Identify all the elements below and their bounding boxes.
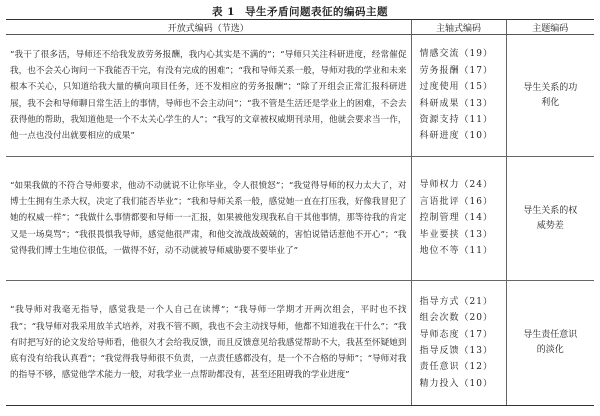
table-row: [6, 157, 594, 281]
header-theme-coding: 主题编码: [506, 20, 594, 35]
axial-code-item: 控制管理（14）: [419, 213, 493, 224]
table-row: [6, 281, 594, 406]
theme-coding-cell: 导生责任意识的淡化: [506, 281, 594, 406]
coding-table: [6, 19, 594, 406]
open-coding-cell: “我干了很多活，导师还不给我发放劳务报酬，我内心其实是不满的”；“导师只关注科研进度，经常催促我，也不会关心询问一下我能否干完，有没有完成的困难”；“我和导师关系一般，导师对我的学业和未来根本不关心，只知道给我大量的横向项目任务，还不发相应的劳务报酬”；“除了开组会正常汇报科研进展，我不会和导师聊日常生活上的事情，导师也不会主动问”；“我不管是生活还是学业上的困难，不会去获得他的帮助，我知道他是一个不太关心学生的人”；“我写的文章被权威期刊录用，他就会要求当一作，他一点也没付出就要相应的成果”: [6, 35, 411, 157]
axial-code-item: 科研进度（10）: [419, 131, 493, 142]
header-axial-coding: 主轴式编码: [411, 20, 506, 35]
axial-code-item: 科研成果（13）: [419, 98, 493, 109]
axial-coding-cell: [411, 35, 506, 157]
caption-number: 表 1: [212, 6, 235, 18]
axial-code-item: 言语批评（16）: [419, 196, 493, 207]
axial-coding-cell: [411, 157, 506, 281]
axial-code-item: 精力投入（10）: [419, 378, 493, 389]
axial-code-item: 组会次数（20）: [419, 313, 493, 324]
axial-code-item: 情感交流（19）: [419, 49, 493, 60]
axial-code-item: 责任意识（12）: [419, 362, 493, 373]
axial-code-item: 指导反馈（13）: [419, 346, 493, 356]
theme-coding-cell: 导生关系的功利化: [506, 35, 594, 157]
axial-code-item: 导师权力（24）: [419, 180, 493, 191]
axial-code-item: 地位不等（11）: [419, 246, 493, 257]
table-header-row: [6, 20, 594, 35]
theme-coding-cell: 导生关系的权威势差: [506, 157, 594, 281]
table-caption: [0, 4, 600, 19]
axial-code-item: 过度使用（15）: [419, 82, 493, 93]
axial-code-item: 毕业要挟（13）: [419, 229, 493, 240]
axial-code-item: 导师态度（17）: [419, 329, 493, 340]
table-row: [6, 35, 594, 157]
header-open-coding: 开放式编码（节选）: [6, 20, 411, 35]
open-coding-cell: “我导师对我毫无指导，感觉我是一个人自己在读博”；“我导师一学期才开两次组会，平时也不找我”；“我导师对我采用放羊式培养，对我不管不顾，我也不会主动找导师，他都不知道我在干什么”；“我有时把写好的论文发给导师看，他很久才会给我反馈，而且反馈意见给我感觉帮助不大，我甚至怀疑她到底有没有给我认真看”；“我觉得我导师很不负责，一点责任感都没有，是一个不合格的导师”；“导师对我的指导不够，感觉他学术能力一般，对我学业一点帮助都没有，甚至还阻碍我的学业进度”: [6, 281, 411, 406]
axial-code-item: 劳务报酬（17）: [419, 65, 493, 76]
axial-code-item: 指导方式（21）: [419, 296, 493, 307]
caption-title: 导生矛盾问题表征的编码主题: [244, 6, 388, 18]
axial-code-item: 资源支持（11）: [419, 114, 493, 125]
open-coding-cell: “如果我做的不符合导师要求，他动不动就说不让你毕业，令人很愤怒”；“我觉得导师的权力太大了，对博士生拥有生杀大权，决定了我们能否毕业”；“我和导师关系一般，感觉她一直在打压我，好像我冒犯了她的权威一样”；“我做什么事情都要和导师一一汇报，如果被他发现我私自干其他事情，那等待我的肯定又是一场臭骂”；“我很畏惧我导师，感觉他很严肃，和他交流战战兢兢的，害怕说错话惹他不开心”；“我觉得我们博士生地位很低，一做得不好，动不动就被导师威胁要不要毕业了”: [6, 157, 411, 281]
axial-coding-cell: [411, 281, 506, 406]
